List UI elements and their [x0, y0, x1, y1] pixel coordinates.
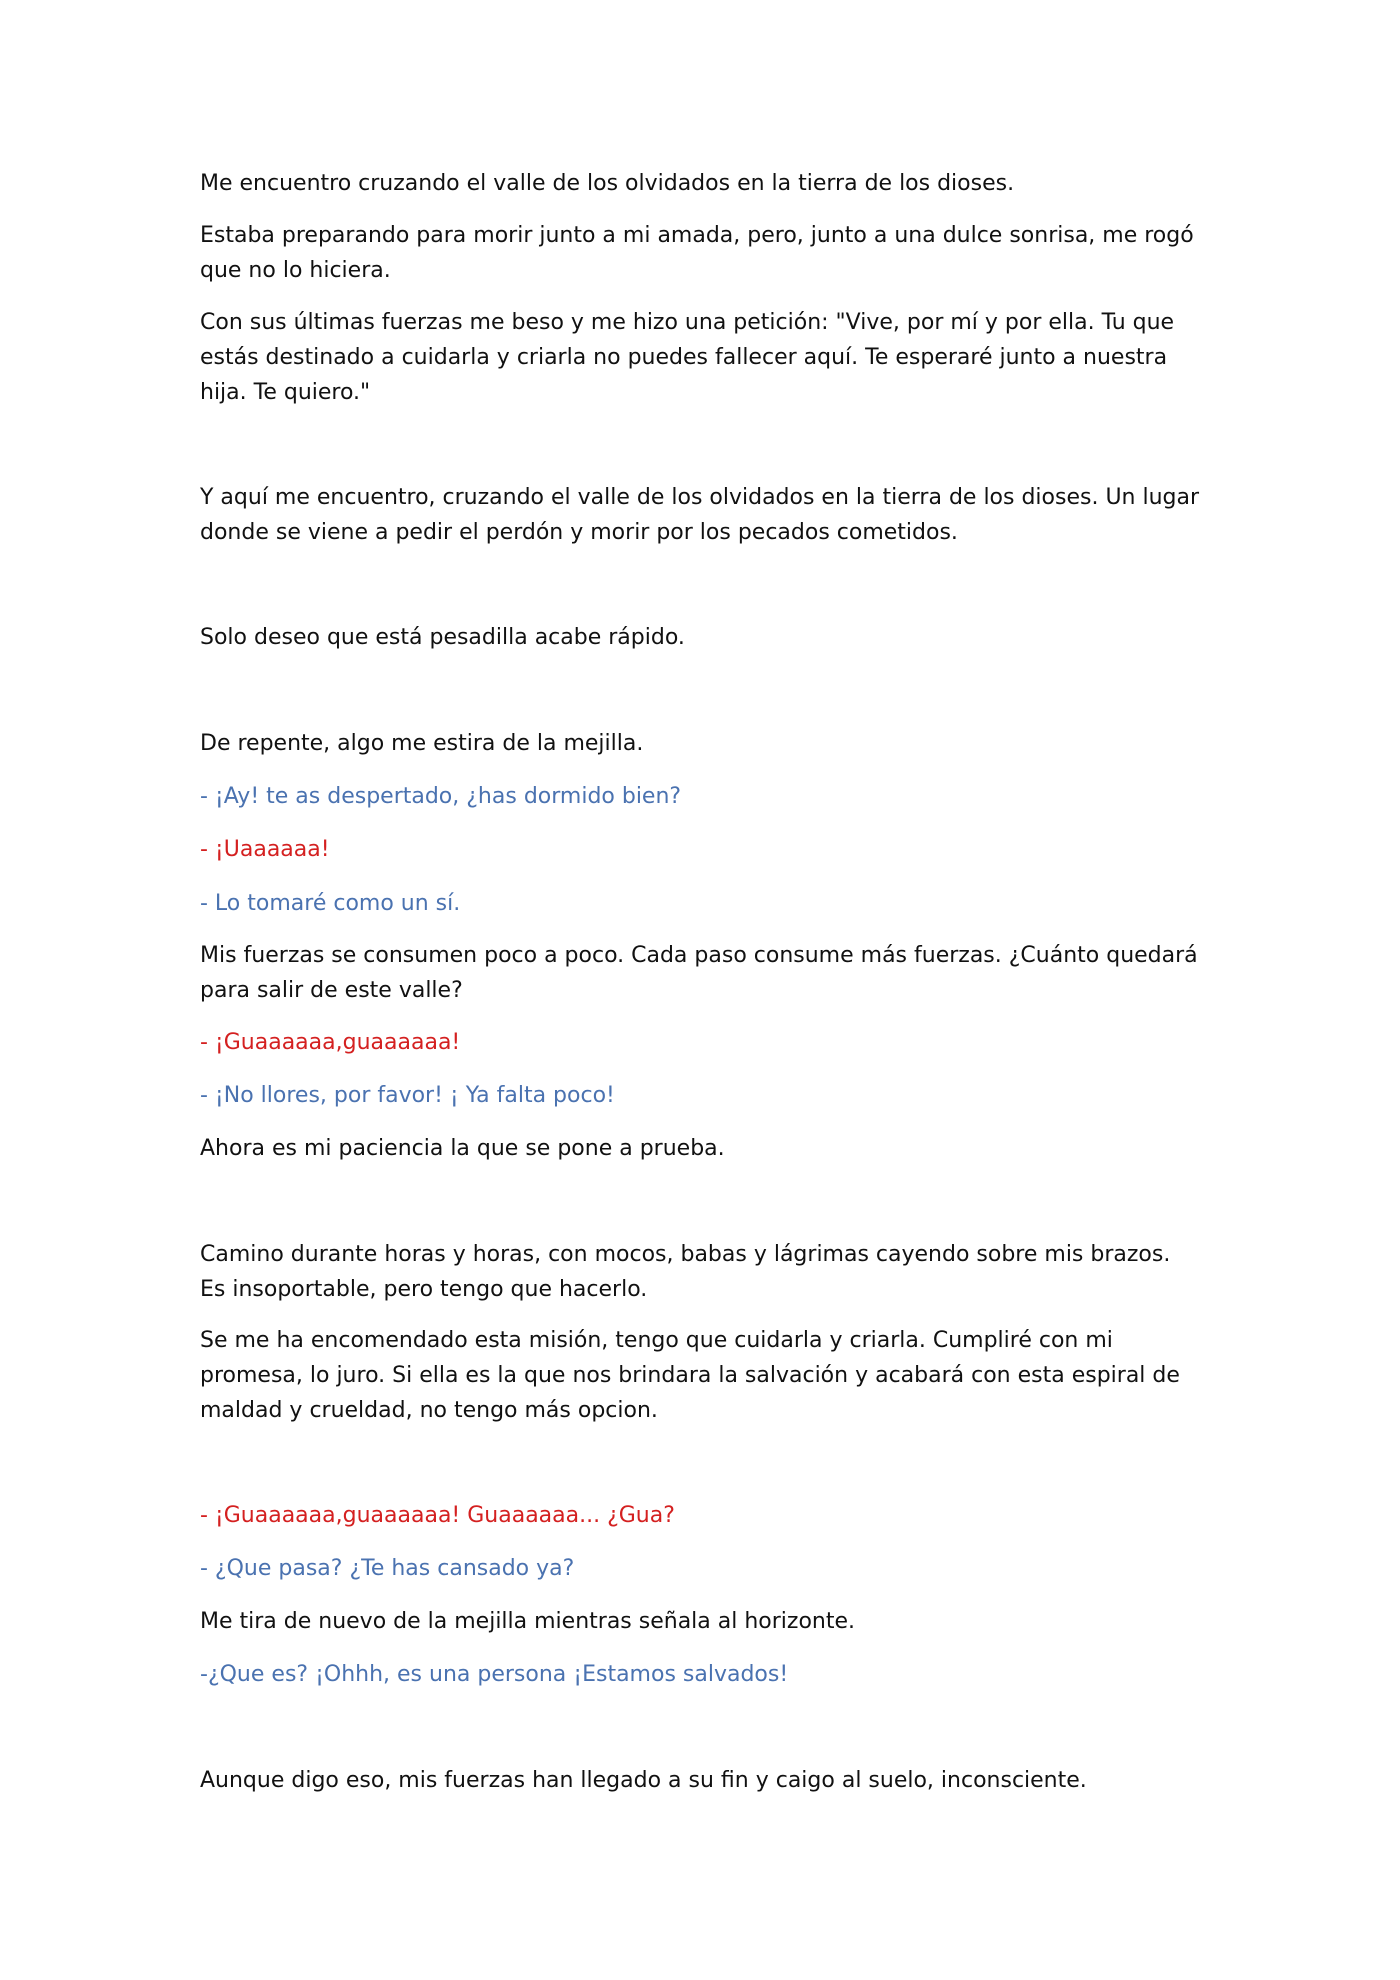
paragraph-3: Con sus últimas fuerzas me beso y me hizo una petición: "Vive, por mí y por ella. Tu que estás destinado a cuidarla y criarla no puedes fallecer aquí. Te esperaré junto a nuestra hija. Te quiero."	[200, 310, 1175, 405]
paragraph-12: Aunque digo eso, mis fuerzas han llegado a su fin y caigo al suelo, inconsciente.	[200, 1768, 1087, 1793]
paragraph-6: De repente, algo me estira de la mejilla.	[200, 731, 644, 756]
paragraph-9: Camino durante horas y horas, con mocos, babas y lágrimas cayendo sobre mis brazos. Es insoportable, pero tengo que hacerlo.	[200, 1242, 1171, 1302]
paragraph-2: Estaba preparando para morir junto a mi amada, pero, junto a una dulce sonrisa, me rogó que no lo hiciera.	[200, 223, 1194, 283]
dialogue-line-4: - ¡Guaaaaaa,guaaaaaa!	[200, 1030, 461, 1055]
dialogue-line-5: - ¡No llores, por favor! ¡ Ya falta poco!	[200, 1083, 615, 1108]
paragraph-7: Mis fuerzas se consumen poco a poco. Cada paso consume más fuerzas. ¿Cuánto quedará para salir de este valle?	[200, 943, 1198, 1003]
paragraph-1: Me encuentro cruzando el valle de los olvidados en la tierra de los dioses.	[200, 171, 1015, 196]
dialogue-line-2: - ¡Uaaaaaa!	[200, 837, 330, 862]
dialogue-line-7: - ¿Que pasa? ¿Te has cansado ya?	[200, 1556, 575, 1581]
paragraph-8: Ahora es mi paciencia la que se pone a prueba.	[200, 1136, 725, 1161]
dialogue-line-3: - Lo tomaré como un sí.	[200, 891, 461, 916]
paragraph-5: Solo deseo que está pesadilla acabe rápido.	[200, 625, 685, 650]
dialogue-line-1: - ¡Ay! te as despertado, ¿has dormido bien?	[200, 784, 682, 809]
dialogue-line-6: - ¡Guaaaaaa,guaaaaaa! Guaaaaaa... ¿Gua?	[200, 1503, 675, 1528]
dialogue-line-8: -¿Que es? ¡Ohhh, es una persona ¡Estamos salvados!	[200, 1662, 789, 1687]
paragraph-4: Y aquí me encuentro, cruzando el valle de los olvidados en la tierra de los dioses. Un lugar donde se viene a pedir el perdón y morir por los pecados cometidos.	[200, 485, 1200, 545]
paragraph-11: Me tira de nuevo de la mejilla mientras señala al horizonte.	[200, 1609, 856, 1634]
paragraph-10: Se me ha encomendado esta misión, tengo que cuidarla y criarla. Cumpliré con mi promesa, lo juro. Si ella es la que nos brindara la salvación y acabará con esta espiral de maldad y crueldad, no tengo más opcion.	[200, 1328, 1180, 1423]
